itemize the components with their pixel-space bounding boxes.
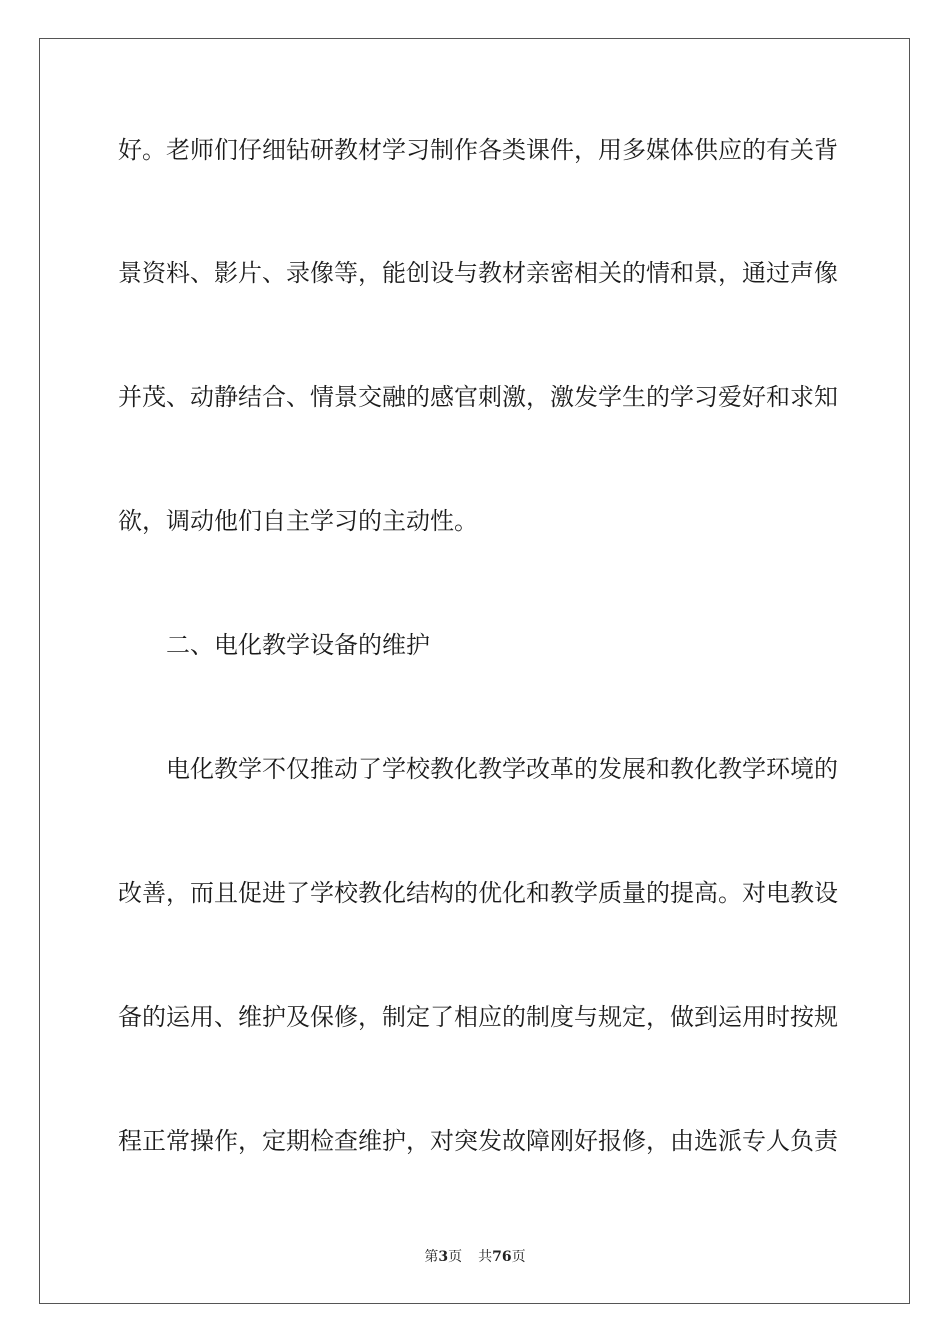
total-pages: 76	[492, 1249, 512, 1265]
text-line-1: 好。老师们仔细钻研教材学习制作各类课件，用多媒体供应的有关背	[118, 136, 838, 164]
text-line-7: 改善，而且促进了学校教化结构的优化和教学质量的提高。对电教设	[118, 879, 838, 907]
page-prefix: 第	[424, 1249, 439, 1265]
text-line-3: 并茂、动静结合、情景交融的感官刺激，激发学生的学习爱好和求知	[118, 383, 838, 411]
text-line-9: 程正常操作，定期检查维护，对突发故障刚好报修，由选派专人负责	[118, 1127, 838, 1155]
page-footer	[0, 1248, 950, 1266]
text-line-2: 景资料、影片、录像等，能创设与教材亲密相关的情和景，通过声像	[118, 259, 838, 287]
text-line-8: 备的运用、维护及保修，制定了相应的制度与规定，做到运用时按规	[118, 1003, 838, 1031]
section-heading: 二、电化教学设备的维护	[166, 631, 430, 659]
text-line-4: 欲，调动他们自主学习的主动性。	[118, 507, 478, 535]
page-number: 3	[438, 1249, 449, 1265]
total-prefix: 共	[478, 1249, 493, 1265]
page-frame	[39, 38, 910, 1304]
text-line-6: 电化教学不仅推动了学校教化教学改革的发展和教化教学环境的	[166, 755, 838, 783]
total-suffix: 页	[511, 1249, 526, 1265]
page-suffix: 页	[448, 1249, 463, 1265]
